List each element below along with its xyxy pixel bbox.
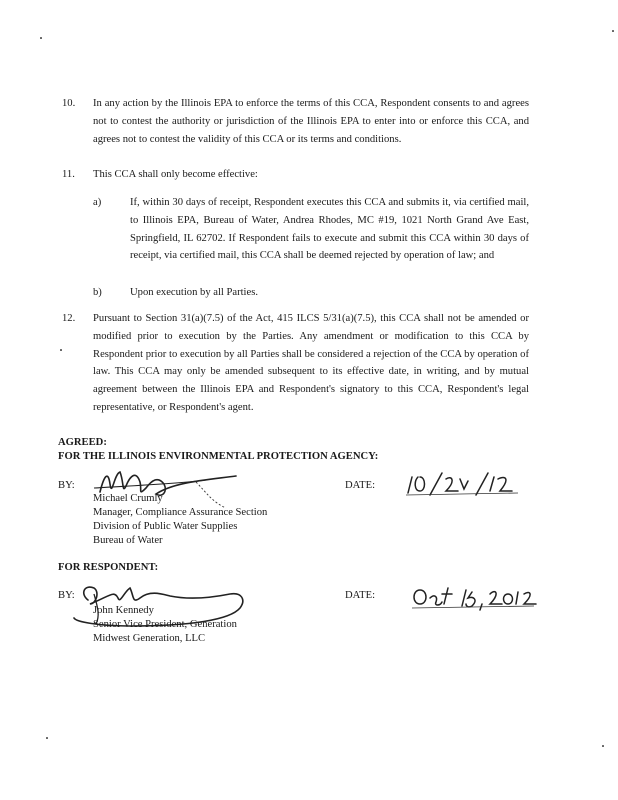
respondent-by-label: BY: [58, 590, 75, 601]
item-10-number: 10. [62, 98, 76, 109]
agency-signer-title-2: Division of Public Water Supplies [93, 521, 238, 532]
item-10-text: In any action by the Illinois EPA to enforce the terms of this CCA, Respondent consents to and agrees not to contest the authority or jurisdiction of the Illinois EPA to enter into or enforce this CCA, and agrees not to contest the validity of this CCA or its terms and conditions. [93, 98, 529, 145]
respondent-date-label: DATE: [345, 590, 376, 601]
agency-signer-title-3: Bureau of Water [93, 535, 163, 546]
item-11b-text: Upon execution by all Parties. [130, 287, 258, 298]
agency-signer-title-1: Manager, Compliance Assurance Section [93, 507, 268, 518]
agency-date-label: DATE: [345, 480, 376, 491]
item-11a-text: If, within 30 days of receipt, Respondent executes this CCA and submits it, via certified mail, to Illinois EPA, Bureau of Water, Andrea Rhodes, MC #19, 1021 North Grand Ave East, Springfield, IL 62702. If Respondent fails to execute and submit this CCA within 30 days of receipt, via certified mail, this CCA shall be deemed rejected by operation of law; and [130, 197, 529, 262]
respondent-signer-title-1: Senior Vice President, Generation [93, 619, 237, 630]
item-11-text: This CCA shall only become effective: [93, 169, 258, 180]
item-12-number: 12. [62, 313, 76, 324]
item-11a-label: a) [93, 197, 102, 208]
scan-speck [40, 37, 42, 39]
scan-speck [612, 30, 614, 32]
scan-speck [602, 745, 604, 747]
item-12-text: Pursuant to Section 31(a)(7.5) of the Act, 415 ILCS 5/31(a)(7.5), this CCA shall not be amended or modified prior to execution by the Parties. Any amendment or modification to this CCA by Respondent prior to execution by all Parties shall be considered a rejection of the CCA by operation of law. This CCA may only be amended subsequent to its effective date, in writing, and by mutual agreement between the Illinois EPA and Respondent's signatory to this CCA, Respondent's legal representative, or Respondent's agent. [93, 313, 529, 413]
item-11-number: 11. [62, 169, 75, 180]
agency-heading: FOR THE ILLINOIS ENVIRONMENTAL PROTECTION AGENCY: [58, 451, 379, 462]
respondent-signer-name: John Kennedy [93, 605, 154, 616]
respondent-signer-title-2: Midwest Generation, LLC [93, 633, 206, 644]
agency-signer-name: Michael Crumly [93, 493, 163, 504]
agreed-heading: AGREED: [58, 437, 107, 448]
agency-by-label: BY: [58, 480, 75, 491]
scan-speck [60, 349, 62, 351]
scan-speck [46, 737, 48, 739]
respondent-heading: FOR RESPONDENT: [58, 562, 159, 573]
item-11b-label: b) [93, 287, 102, 298]
